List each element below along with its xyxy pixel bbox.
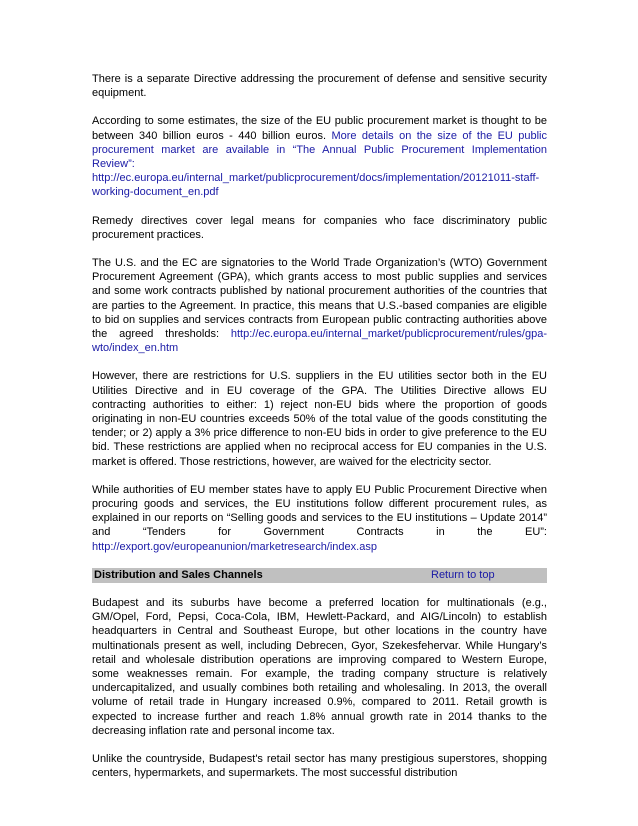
section-header-distribution — [92, 568, 547, 583]
market-research-link[interactable]: http://export.gov/europeanunion/marketresearch/index.asp — [92, 540, 377, 553]
market-size-text: According to some estimates, the size of the EU public procurement market is thought to be between 340 billion euros - 440 billion euros. — [92, 115, 547, 142]
wto-gpa-text: The U.S. and the EC are signatories to the World Trade Organization’s (WTO) Government Procurement Agreement (GPA), which grants access to most public supplies and services and some work contracts published by national procurement authorities of the countries that are parties to the Agreement. In practice, this means that U.S.-based companies are eligible to bid on supplies and services contracts from European public contracting authorities above the agreed thresholds: — [92, 257, 547, 341]
return-to-top-link[interactable]: Return to top — [431, 568, 495, 581]
paragraph-eu-institutions — [92, 483, 547, 554]
implementation-review-link[interactable]: http://ec.europa.eu/internal_market/publicprocurement/docs/implementation/20121011-staff-working-document_en.pdf — [92, 172, 540, 199]
market-size-details: More details on the size of the EU public procurement market are available in “The Annual Public Procurement Implementation Review”: — [92, 129, 547, 171]
paragraph-market-size — [92, 114, 547, 199]
gpa-wto-link[interactable]: http://ec.europa.eu/internal_market/publicprocurement/rules/gpa-wto/index_en.htm — [92, 328, 547, 355]
document-page — [92, 72, 547, 794]
paragraph-budapest-multinationals: Budapest and its suburbs have become a preferred location for multinationals (e.g., GM/Opel, Ford, Pepsi, Coca-Cola, IBM, Hewlett-Packard, and AIG/Lincoln) to establish headquarters in Central and Southeast Europe, but other locations in the country have multinationals present as well, including Debrecen, Gyor, Szekesfehervar. While Hungary’s retail and wholesale distribution operations are improving compared to Western Europe, some weaknesses remain. For example, the trading company structure is relatively undercapitalized, and usually combines both retailing and wholesaling. In 2013, the overall volume of retail trade in Hungary increased 0.9%, compared to 2011. Retail growth is expected to increase further and reach 1.8% annual growth rate in 2014 thanks to the decreasing inflation rate and personal income tax. — [92, 596, 547, 737]
section-title: Distribution and Sales Channels — [94, 568, 263, 581]
paragraph-budapest-retail: Unlike the countryside, Budapest's retail sector has many prestigious superstores, shopping centers, hypermarkets, and supermarkets. The most successful distribution — [92, 752, 547, 780]
paragraph-defense-directive: There is a separate Directive addressing the procurement of defense and sensitive security equipment. — [92, 73, 547, 100]
paragraph-utilities-restrictions: However, there are restrictions for U.S. suppliers in the EU utilities sector both in the EU Utilities Directive and in EU coverage of the GPA. The Utilities Directive allows EU contracting authorities to either: 1) reject non-EU bids where the proportion of goods originating in non-EU countries exceeds 50% of the total value of the goods constituting the tender; or 2) apply a 3% price difference to non-EU bids in order to give preference to the EU bid. These restrictions are applied when no reciprocal access for EU companies in the U.S. market is offered. Those restrictions, however, are waived for the electricity sector. — [92, 370, 547, 468]
paragraph-remedy-directives: Remedy directives cover legal means for companies who face discriminatory public procurement practices. — [92, 214, 547, 241]
paragraph-wto-gpa — [92, 256, 547, 355]
eu-institutions-text: While authorities of EU member states have to apply EU Public Procurement Directive when procuring goods and services, the EU institutions follow different procurement rules, as explained in our reports on “Selling goods and services to the EU institutions – Update 2014” and “Tenders for Government Contracts in the EU”: — [92, 483, 547, 539]
